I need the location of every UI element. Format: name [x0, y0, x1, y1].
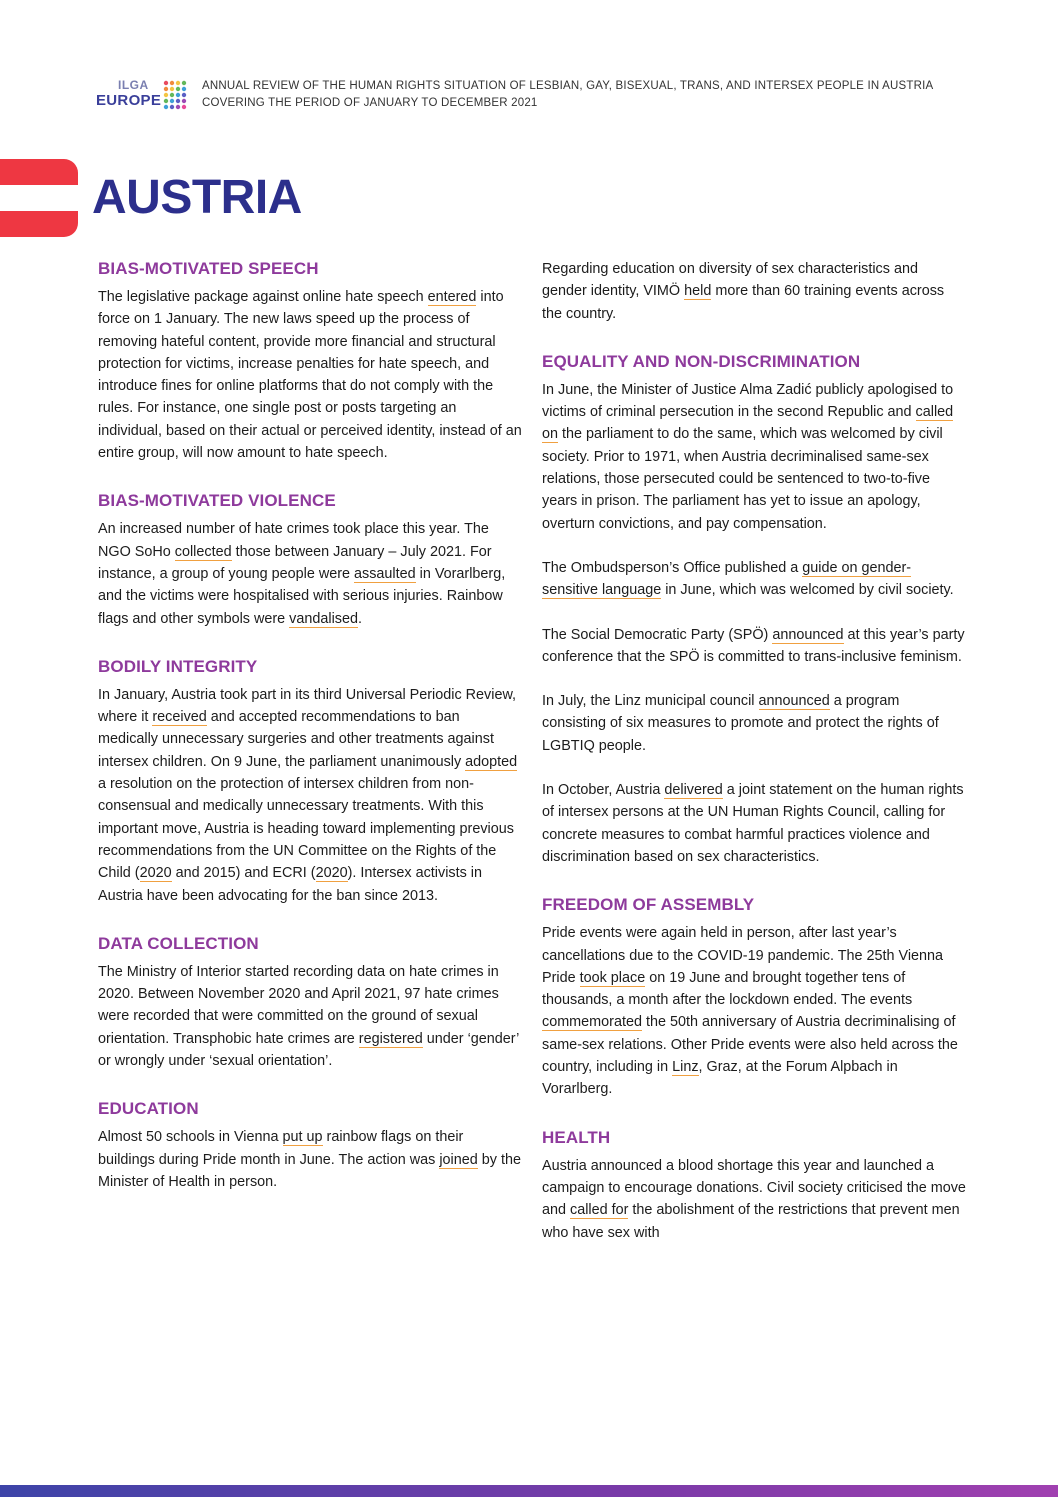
source-link[interactable]: announced: [772, 626, 844, 643]
paragraph: The Ministry of Interior started recording data on hate crimes in 2020. Between November 2020 and April 2021, 97 hate crimes were recorded that were committed on the ground of sexual orientation. Transphobic hate crimes are registered under ‘gender’ or wrongly under ‘sexual orientation’.: [98, 963, 519, 1070]
section-heading-assembly: FREEDOM OF ASSEMBLY: [542, 895, 755, 915]
ilga-europe-logo: [96, 76, 191, 116]
source-link[interactable]: commemorated: [542, 1014, 642, 1031]
paragraph: Regarding education on diversity of sex characteristics and gender identity, VIMÖ held more than 60 training events across the country.: [542, 261, 945, 322]
paragraph: In July, the Linz municipal council announced a program consisting of six measures to promote and protect the rights of LGBTIQ people.: [542, 693, 939, 754]
paragraph: In June, the Minister of Justice Alma Zadić publicly apologised to victims of criminal persecution in the second Republic and called on the parliament to do the same, which was welcomed by civil society. Prior to 1971, when Austria decriminalised same-sex relations, those persecuted could be sentenced to two-to-five years in prison. The parliament has yet to issue an apology, overturn convictions, and pay compensation.: [542, 381, 954, 532]
paragraph: In January, Austria took part in its third Universal Periodic Review, where it received and accepted recommendations to ban medically unnecessary surgeries and other treatments against intersex children. On 9 June, the parliament unanimously adopted a resolution on the protection of intersex children from non-consensual and medically unnecessary treatments. With this important move, Austria is heading toward implementing previous recommendations from the UN Committee on the Rights of the Child (2020 and 2015) and ECRI (2020). Intersex activists in Austria have been advocating for the ban since 2013.: [98, 686, 518, 904]
left-column: [98, 258, 522, 1193]
source-link[interactable]: called for: [570, 1202, 629, 1219]
paragraph: An increased number of hate crimes took place this year. The NGO SoHo collected those between January – July 2021. For instance, a group of young people were assaulted in Vorarlberg, and the victims were hospitalised with serious injuries. Rainbow flags and other symbols were vandalised.: [98, 521, 506, 627]
source-link[interactable]: delivered: [664, 782, 723, 799]
header-line-2: COVERING THE PERIOD OF JANUARY TO DECEMBER 2021: [202, 97, 538, 109]
section-heading-data-collection: DATA COLLECTION: [98, 933, 259, 953]
source-link[interactable]: vandalised: [289, 610, 358, 627]
source-link[interactable]: 2020: [315, 865, 348, 882]
source-link[interactable]: put up: [282, 1129, 323, 1146]
source-link[interactable]: took place: [579, 969, 646, 986]
section-heading-education: EDUCATION: [98, 1099, 199, 1119]
header-line-1: ANNUAL REVIEW OF THE HUMAN RIGHTS SITUATION OF LESBIAN, GAY, BISEXUAL, TRANS, AND INTERSEX PEOPLE IN AUSTRIA: [202, 80, 934, 92]
source-link[interactable]: assaulted: [354, 565, 416, 582]
section-heading-violence: BIAS-MOTIVATED VIOLENCE: [98, 491, 336, 511]
source-link[interactable]: received: [152, 709, 207, 726]
header-caption: [202, 78, 1002, 112]
paragraph: The legislative package against online hate speech entered into force on 1 January. The new laws speed up the process of removing hateful content, provide more financial and structural protection for victims, increase penalties for hate speech, and introduce fines for online platforms that do not comply with the rules. For instance, one single post or posts targeting an individual, based on their actual or perceived identity, instead of an entire group, will now amount to hate speech.: [98, 289, 522, 462]
source-link[interactable]: registered: [358, 1030, 423, 1047]
source-link[interactable]: guide on gender-sensitive language: [542, 559, 912, 599]
paragraph: Pride events were again held in person, after last year’s cancellations due to the COVID-19 pandemic. The 25th Vienna Pride took place on 19 June and brought together tens of thousands, a month after the lockdown ended. The events commemorated the 50th anniversary of Austria decriminalising of same-sex relations. Other Pride events were also held across the country, including in Linz, Graz, at the Forum Alpbach in Vorarlberg.: [542, 925, 958, 1098]
source-link[interactable]: announced: [758, 693, 830, 710]
source-link[interactable]: collected: [174, 543, 232, 560]
rainbow-dots-icon: [162, 79, 188, 111]
source-link[interactable]: adopted: [465, 753, 518, 770]
logo-text-ilga: ILGA: [118, 78, 149, 92]
source-link[interactable]: called on: [542, 404, 954, 443]
page-title: AUSTRIA: [92, 171, 302, 224]
right-column: [542, 258, 966, 1244]
section-heading-bodily-integrity: BODILY INTEGRITY: [98, 656, 258, 676]
section-heading-equality: EQUALITY AND NON-DISCRIMINATION: [542, 351, 861, 371]
paragraph: In October, Austria delivered a joint statement on the human rights of intersex persons at the UN Human Rights Council, calling for concrete measures to combat harmful practices violence and discrimination based on sex characteristics.: [542, 782, 964, 865]
paragraph: The Social Democratic Party (SPÖ) announced at this year’s party conference that the SPÖ is committed to trans-inclusive feminism.: [542, 626, 965, 665]
austria-flag-icon: [0, 159, 78, 237]
paragraph: The Ombudsperson’s Office published a guide on gender-sensitive language in June, which was welcomed by civil society.: [542, 559, 954, 599]
source-link[interactable]: Linz: [672, 1059, 699, 1076]
paragraph: Almost 50 schools in Vienna put up rainbow flags on their buildings during Pride month in June. The action was joined by the Minister of Health in person.: [98, 1129, 521, 1190]
footer-bar: [0, 1485, 1058, 1497]
source-link[interactable]: joined: [439, 1151, 478, 1168]
page-header: [96, 76, 996, 116]
logo-text-europe: EUROPE: [96, 92, 162, 109]
source-link[interactable]: entered: [427, 289, 477, 305]
source-link[interactable]: 2020: [139, 865, 172, 882]
section-heading-speech: BIAS-MOTIVATED SPEECH: [98, 259, 319, 278]
source-link[interactable]: held: [684, 283, 712, 300]
paragraph: Austria announced a blood shortage this year and launched a campaign to encourage donations. Civil society criticised the move and called for the abolishment of the restrictions that prevent men who have sex with: [542, 1157, 966, 1241]
section-heading-health: HEALTH: [542, 1127, 611, 1147]
